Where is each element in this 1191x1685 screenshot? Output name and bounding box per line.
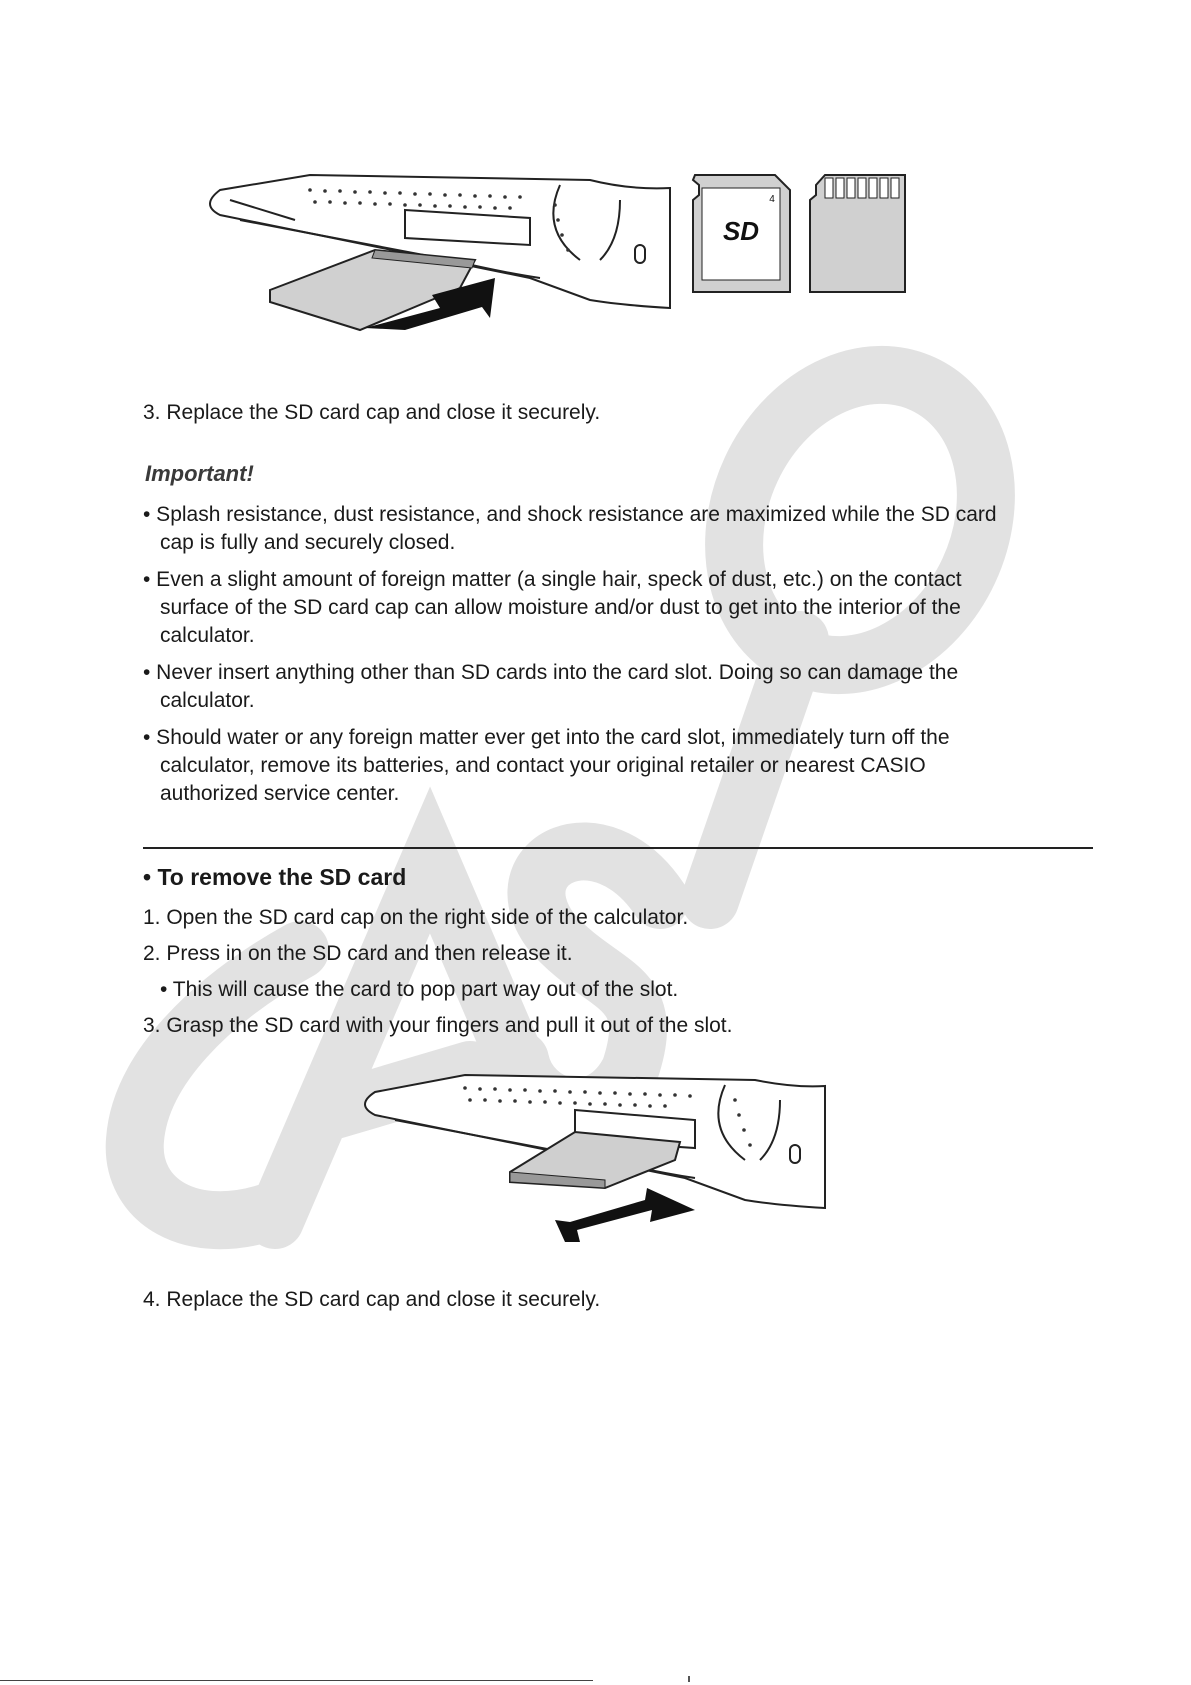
bullet-line: surface of the SD card cap can allow moisture and/or dust to get into the interior of the [160, 596, 961, 619]
important-bullet-list [143, 501, 997, 808]
bullet-line: authorized service center. [160, 782, 400, 805]
bullet-line: calculator. [160, 624, 255, 647]
remove-step-2: 2. Press in on the SD card and then release it. [143, 942, 573, 965]
footer-rule [0, 1680, 593, 1681]
remove-arrow-icon [555, 1188, 695, 1242]
sd-card-front-icon [693, 175, 790, 292]
step-3-text: 3. Replace the SD card cap and close it securely. [143, 401, 601, 424]
sd-logo: SD [722, 216, 760, 246]
bullet-line: • Splash resistance, dust resistance, and shock resistance are maximized while the SD card [143, 503, 997, 526]
remove-step-1: 1. Open the SD card cap on the right side of the calculator. [143, 906, 689, 929]
insert-sd-card-figure [200, 160, 990, 360]
remove-sd-card-figure [355, 1070, 835, 1250]
remove-step-2-note: • This will cause the card to pop part way out of the slot. [160, 978, 679, 1001]
bullet-line: • Even a slight amount of foreign matter (a single hair, speck of dust, etc.) on the contact [143, 568, 962, 591]
bullet-line: • Never insert anything other than SD cards into the card slot. Doing so can damage the [143, 661, 959, 684]
lock-mark: 4 [769, 194, 775, 205]
sd-card-back-icon [810, 175, 905, 292]
remove-sd-heading: • To remove the SD card [143, 864, 407, 890]
bullet-line: • Should water or any foreign matter ever get into the card slot, immediately turn off the [143, 726, 950, 749]
bullet-line: cap is fully and securely closed. [160, 531, 456, 554]
remove-step-3: 3. Grasp the SD card with your fingers and pull it out of the slot. [143, 1014, 733, 1037]
bullet-line: calculator. [160, 689, 255, 712]
remove-step-4: 4. Replace the SD card cap and close it securely. [143, 1288, 601, 1311]
important-heading: Important! [145, 461, 254, 486]
section-divider [143, 847, 1093, 849]
footer-mark [688, 1676, 690, 1682]
bullet-line: calculator, remove its batteries, and contact your original retailer or nearest CASIO [160, 754, 926, 777]
